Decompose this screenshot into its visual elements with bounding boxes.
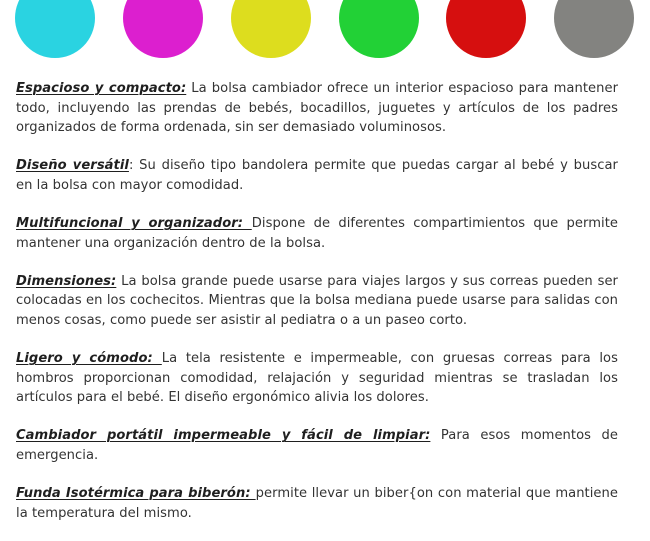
color-swatch-red[interactable] bbox=[446, 0, 526, 58]
feature-versatile-design bbox=[16, 156, 618, 195]
feature-spacious bbox=[16, 79, 618, 138]
feature-text: La tela resistente e impermeable, con gruesas correas para los hombros proporcionan comodidad, relajación y seguridad mientras se trasladan los artículos para el bebé. El diseño ergonómico alivia los dolores. bbox=[16, 350, 618, 406]
feature-text: Para esos momentos de emergencia. bbox=[16, 428, 618, 463]
feature-title: Multifuncional y organizador: bbox=[16, 215, 252, 231]
feature-text: La bolsa cambiador ofrece un interior espacioso para mantener todo, incluyendo las prendas de bebés, bocadillos, juguetes y artículos de los padres organizados de forma ordenada, sin ser demasiado voluminosos. bbox=[16, 81, 619, 136]
feature-lightweight bbox=[16, 349, 618, 408]
feature-title: Ligero y cómodo: bbox=[16, 350, 162, 366]
product-features bbox=[16, 79, 618, 541]
feature-dimensions bbox=[16, 272, 618, 331]
color-swatch-magenta[interactable] bbox=[123, 0, 203, 58]
color-swatch-gray[interactable] bbox=[554, 0, 634, 58]
color-swatch-yellow[interactable] bbox=[231, 0, 311, 58]
feature-title: Dimensiones: bbox=[16, 273, 117, 289]
feature-text: La bolsa grande puede usarse para viajes largos y sus correas pueden ser colocadas en los cochecitos. Mientras que la bolsa mediana puede usarse para salidas con menos cosas, como puede ser asistir al pediatra o a un paseo corto. bbox=[16, 273, 618, 328]
color-swatch-row bbox=[0, 0, 650, 60]
feature-title: Diseño versátil bbox=[16, 158, 129, 174]
color-swatch-green[interactable] bbox=[339, 0, 419, 58]
feature-text: : Su diseño tipo bandolera permite que puedas cargar al bebé y buscar en la bolsa con mayor comodidad. bbox=[16, 158, 618, 193]
feature-title: Cambiador portátil impermeable y fácil de limpiar: bbox=[16, 428, 431, 444]
feature-text: Dispone de diferentes compartimientos que permite mantener una organización dentro de la bolsa. bbox=[16, 215, 618, 251]
feature-title: Funda Isotérmica para biberón: bbox=[16, 485, 256, 501]
color-swatch-cyan[interactable] bbox=[15, 0, 95, 58]
feature-text: permite llevar un biber{on con material que mantiene la temperatura del mismo. bbox=[16, 485, 618, 521]
feature-multifunctional bbox=[16, 214, 618, 253]
feature-changing-pad bbox=[16, 426, 618, 465]
feature-title: Espacioso y compacto: bbox=[16, 81, 187, 96]
feature-bottle-holder bbox=[16, 484, 618, 523]
